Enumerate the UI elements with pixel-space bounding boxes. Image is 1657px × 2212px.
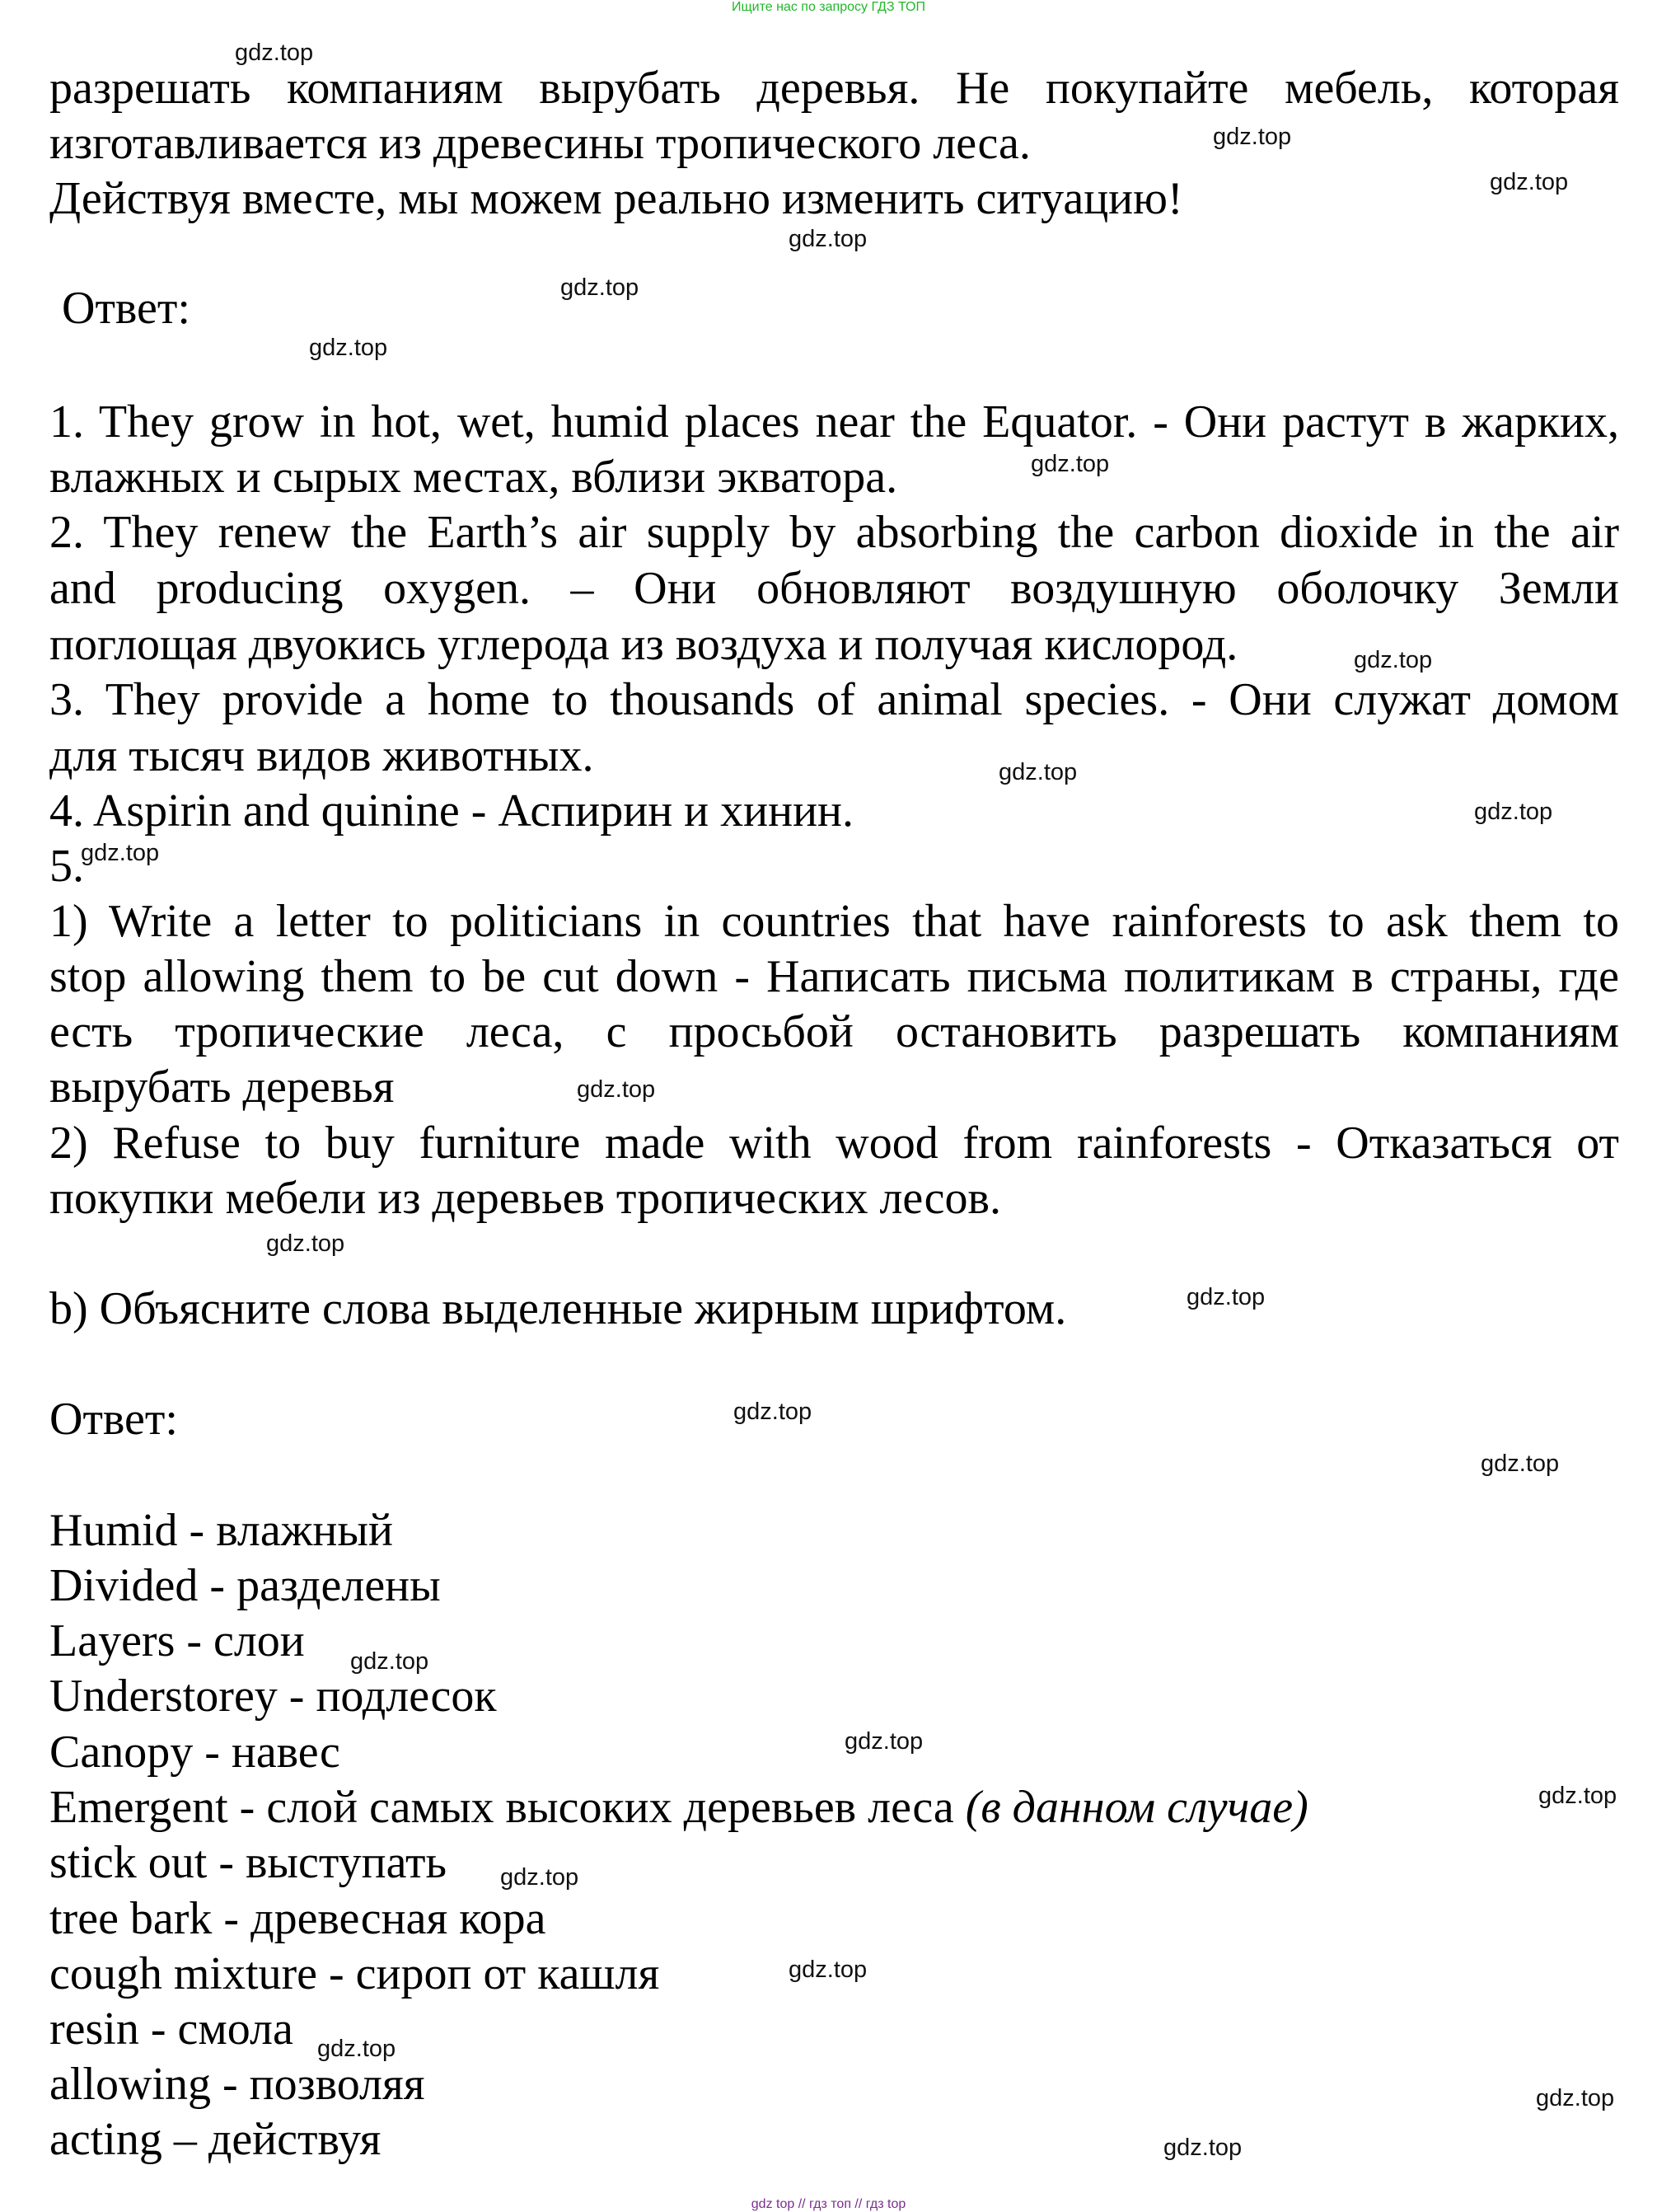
watermark: gdz.top xyxy=(1031,451,1110,477)
vocab-note: (в данном случае) xyxy=(965,1782,1308,1833)
watermark: gdz.top xyxy=(1187,1284,1266,1310)
vocab-item: stick out - выступать xyxy=(49,1837,447,1888)
vocab-item: Canopy - навес xyxy=(49,1727,340,1778)
answer-3-line-1: 3. They provide a home to thousands of animal species. - Они служат домом xyxy=(49,675,1619,724)
vocab-item: Divided - разделены xyxy=(49,1560,441,1611)
watermark: gdz.top xyxy=(1481,1450,1560,1477)
intro-line-2: изготавливается из древесины тропического леса. xyxy=(49,118,1031,169)
watermark: gdz.top xyxy=(1354,647,1433,673)
answer-5-1-line-4: вырубать деревья xyxy=(49,1061,395,1113)
answer-5-2-line-1: 2) Refuse to buy furniture made with wood from rainforests - Отказаться от xyxy=(49,1118,1619,1168)
watermark: gdz.top xyxy=(500,1864,579,1891)
intro-line-1: разрешать компаниям вырубать деревья. Не покупайте мебель, которая xyxy=(49,63,1619,113)
answer-2-line-2: and producing oxygen. – Они обновляют воздушную оболочку Земли xyxy=(49,564,1619,613)
intro-line-3: Действуя вместе, мы можем реально изменить ситуацию! xyxy=(49,173,1183,224)
vocab-item: allowing - позволяя xyxy=(49,2059,425,2110)
vocab-item: Layers - слои xyxy=(49,1615,305,1666)
answer-5-number: 5. xyxy=(49,841,84,892)
watermark: gdz.top xyxy=(317,2036,396,2062)
answer-5-1-line-2: stop allowing them to be cut down - Написать письма политикам в страны, где xyxy=(49,952,1619,1001)
answer-5-1-line-3: есть тропические леса, с просьбой остановить разрешать компаниям xyxy=(49,1007,1619,1057)
answer-label-1: Ответ: xyxy=(62,283,190,334)
answer-3-line-2: для тысяч видов животных. xyxy=(49,730,594,781)
vocab-item: cough mixture - сироп от кашля xyxy=(49,1948,660,1999)
watermark: gdz.top xyxy=(309,335,388,361)
watermark: gdz.top xyxy=(999,759,1078,785)
vocab-item: acting – действуя xyxy=(49,2114,381,2165)
watermark: gdz.top xyxy=(560,274,639,301)
answer-label-2: Ответ: xyxy=(49,1394,178,1445)
watermark: gdz.top xyxy=(577,1076,656,1103)
watermark: gdz.top xyxy=(350,1648,429,1675)
vocab-item xyxy=(49,1783,1619,1832)
watermark: gdz.top xyxy=(789,226,868,252)
vocab-item: tree bark - древесная кора xyxy=(49,1893,546,1944)
watermark: gdz.top xyxy=(1474,799,1553,825)
watermark: gdz.top xyxy=(733,1399,812,1425)
watermark: gdz.top xyxy=(1490,169,1569,195)
vocab-item: Humid - влажный xyxy=(49,1505,393,1556)
vocab-term: Emergent - слой самых высоких деревьев леса xyxy=(49,1782,966,1833)
watermark: gdz.top xyxy=(845,1728,924,1755)
answer-1-line-1: 1. They grow in hot, wet, humid places near the Equator. - Они растут в жарких, xyxy=(49,397,1619,447)
task-b: b) Объясните слова выделенные жирным шрифтом. xyxy=(49,1283,1067,1334)
answer-5-1-line-1: 1) Write a letter to politicians in countries that have rainforests to ask them to xyxy=(49,897,1619,946)
watermark: gdz.top xyxy=(789,1957,868,1983)
watermark: gdz.top xyxy=(1536,2085,1615,2111)
watermark: gdz.top xyxy=(1213,124,1292,150)
watermark: gdz.top xyxy=(1163,2135,1243,2161)
vocab-item: resin - смола xyxy=(49,2003,293,2055)
bottom-banner: gdz top // гдз топ // гдз top xyxy=(751,2197,906,2211)
answer-2-line-1: 2. They renew the Earth’s air supply by absorbing the carbon dioxide in the air xyxy=(49,508,1619,557)
answer-5-2-line-2: покупки мебели из деревьев тропических лесов. xyxy=(49,1173,1001,1224)
answer-2-line-3: поглощая двуокись углерода из воздуха и получая кислород. xyxy=(49,619,1238,670)
watermark: gdz.top xyxy=(1538,1783,1617,1809)
top-banner: Ищите нас по запросу ГДЗ ТОП xyxy=(732,0,925,14)
watermark: gdz.top xyxy=(266,1230,345,1257)
watermark: gdz.top xyxy=(235,40,314,66)
answer-1-line-2: влажных и сырых местах, вблизи экватора. xyxy=(49,452,898,503)
vocab-item: Understorey - подлесок xyxy=(49,1671,497,1722)
watermark: gdz.top xyxy=(81,840,160,866)
answer-4: 4. Aspirin and quinine - Аспирин и хинин. xyxy=(49,785,854,837)
